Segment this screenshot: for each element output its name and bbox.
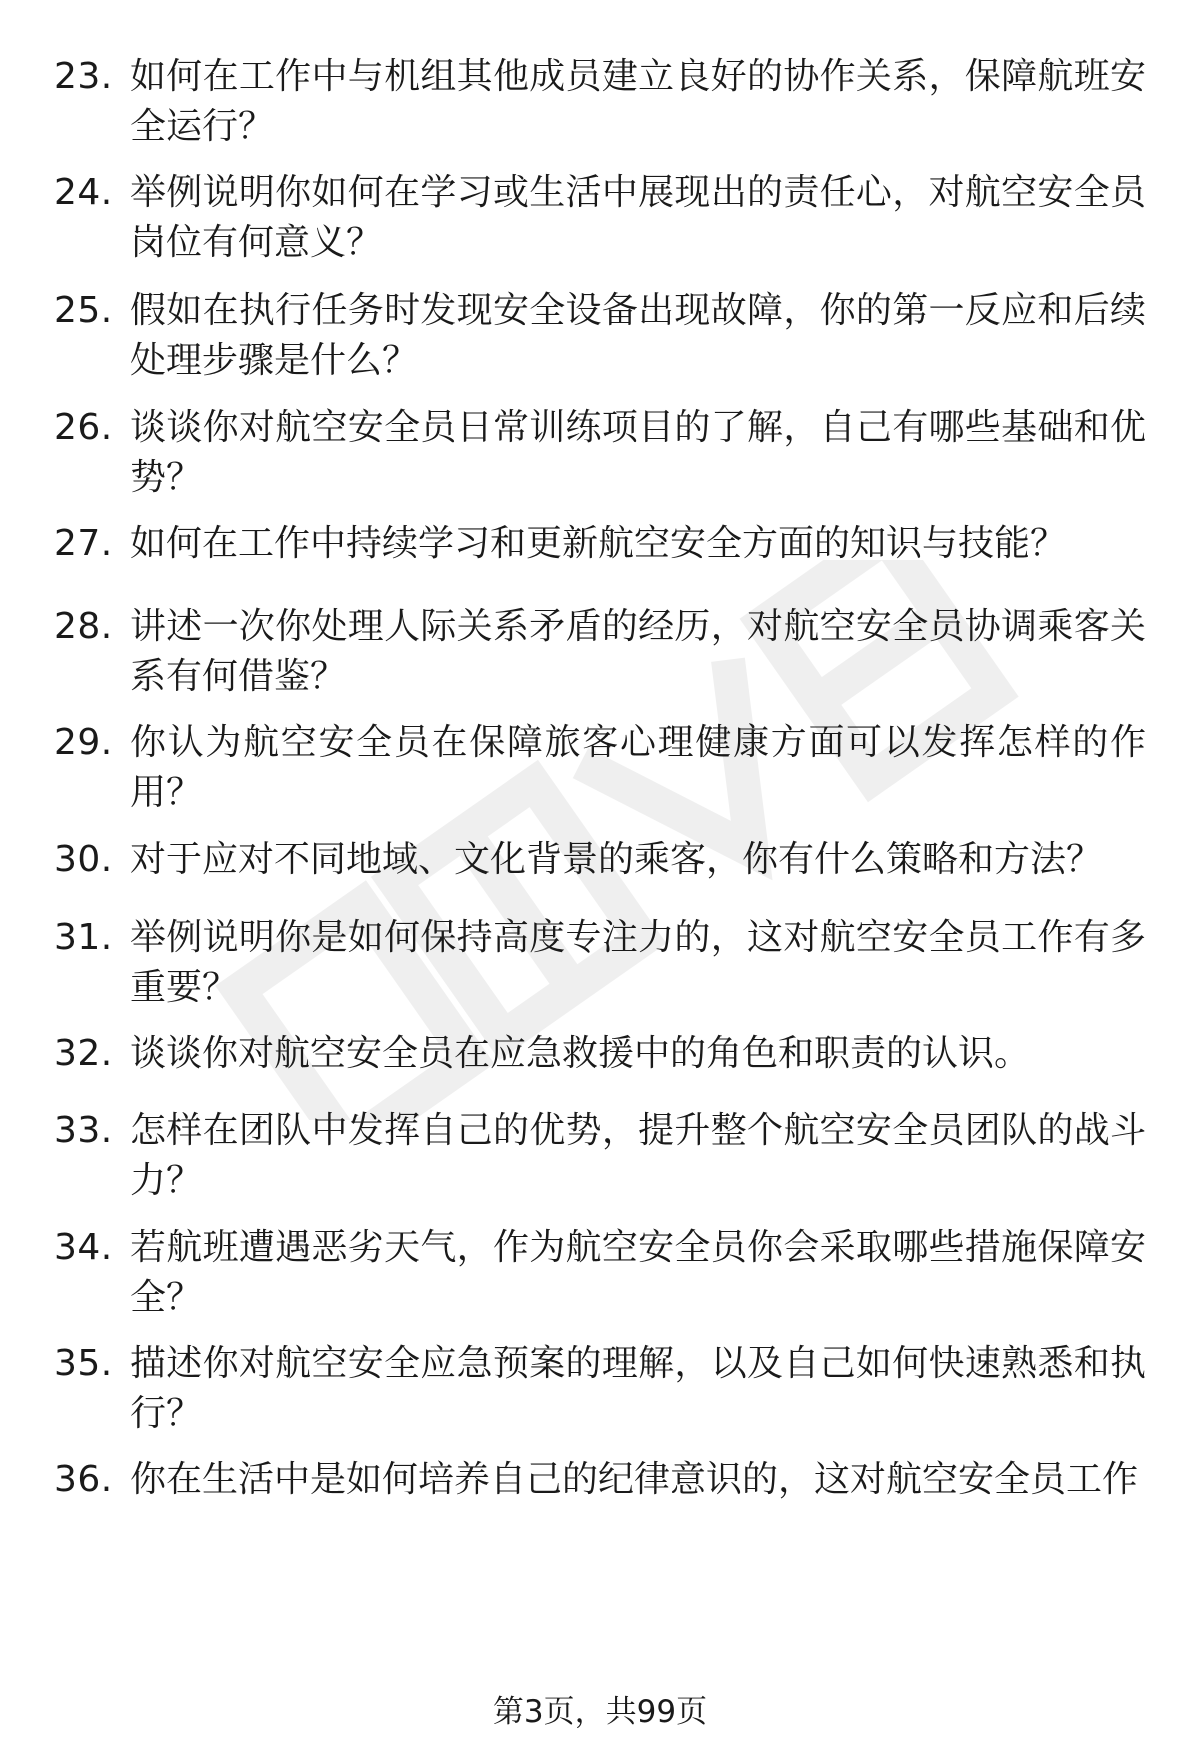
- question-text: 如何在工作中与机组其他成员建立良好的协作关系，保障航班安全运行？: [130, 56, 1146, 147]
- question-text: 你认为航空安全员在保障旅客心理健康方面可以发挥怎样的作用？: [130, 722, 1146, 813]
- page-footer: 第3页，共99页: [492, 1694, 708, 1730]
- question-number: 31.: [54, 917, 113, 958]
- question-number: 32.: [54, 1033, 113, 1074]
- question-number: 33.: [54, 1110, 113, 1151]
- question-text: 若航班遭遇恶劣天气，作为航空安全员你会采取哪些措施保障安全？: [130, 1227, 1146, 1318]
- question-number: 28.: [54, 606, 113, 647]
- question-text: 举例说明你是如何保持高度专注力的，这对航空安全员工作有多重要？: [130, 917, 1146, 1008]
- question-number: 35.: [54, 1343, 113, 1384]
- question-text: 谈谈你对航空安全员在应急救援中的角色和职责的认识。: [130, 1033, 1031, 1074]
- question-number: 36.: [54, 1459, 113, 1500]
- question-number: 23.: [54, 56, 113, 97]
- question-text: 举例说明你如何在学习或生活中展现出的责任心，对航空安全员岗位有何意义？: [130, 172, 1146, 263]
- question-number: 26.: [54, 407, 113, 448]
- question-number: 30.: [54, 839, 113, 880]
- question-text: 讲述一次你处理人际关系矛盾的经历，对航空安全员协调乘客关系有何借鉴？: [130, 606, 1146, 697]
- question-text: 对于应对不同地域、文化背景的乘客，你有什么策略和方法？: [130, 839, 1103, 880]
- question-number: 34.: [54, 1227, 113, 1268]
- question-text: 你在生活中是如何培养自己的纪律意识的，这对航空安全员工作: [130, 1459, 1139, 1500]
- question-text: 谈谈你对航空安全员日常训练项目的了解，自己有哪些基础和优势？: [130, 407, 1146, 498]
- question-text: 描述你对航空安全应急预案的理解，以及自己如何快速熟悉和执行？: [130, 1343, 1146, 1434]
- question-number: 24.: [54, 172, 113, 213]
- question-number: 27.: [54, 523, 113, 564]
- question-text: 假如在执行任务时发现安全设备出现故障，你的第一反应和后续处理步骤是什么？: [130, 290, 1146, 381]
- question-number: 25.: [54, 290, 113, 331]
- question-number: 29.: [54, 722, 113, 763]
- question-text: 如何在工作中持续学习和更新航空安全方面的知识与技能？: [130, 523, 1067, 564]
- question-text: 怎样在团队中发挥自己的优势，提升整个航空安全员团队的战斗力？: [130, 1110, 1146, 1201]
